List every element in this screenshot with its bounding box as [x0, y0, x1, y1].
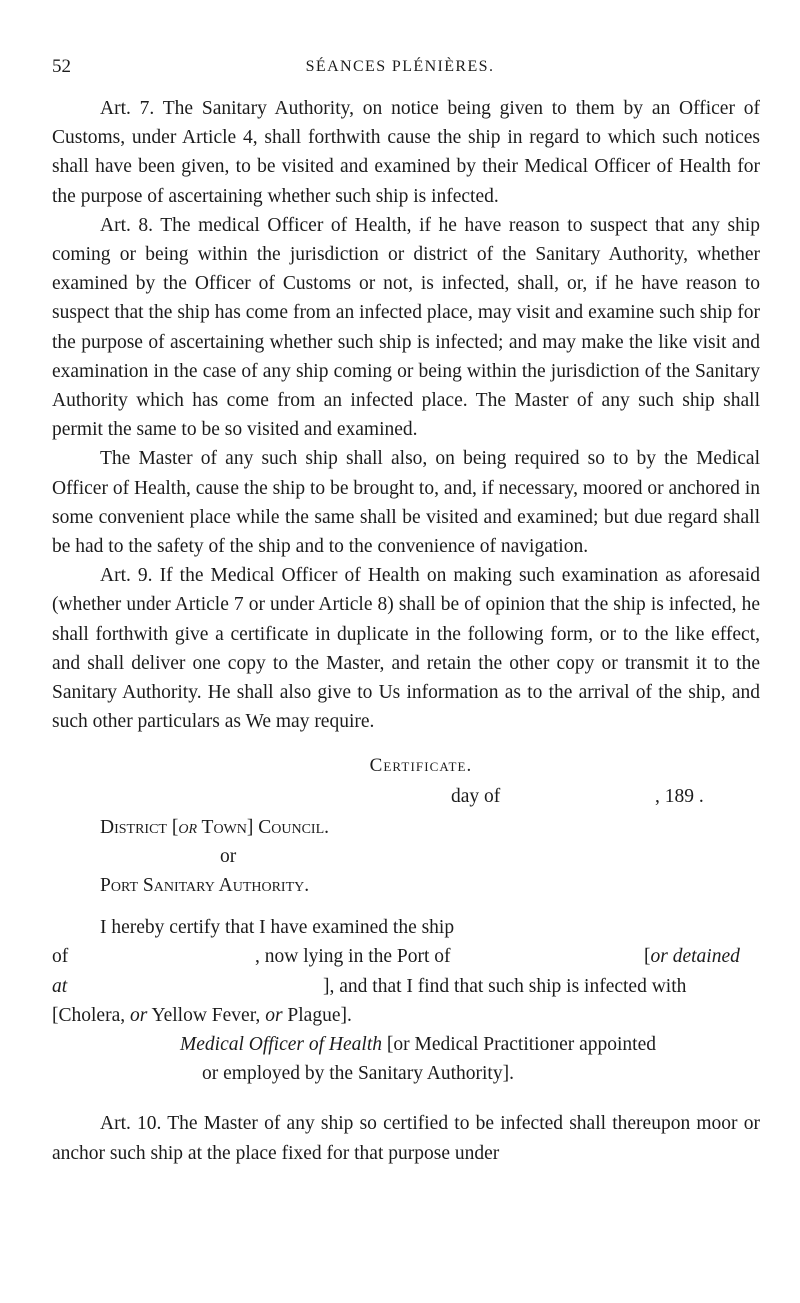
article-7: Art. 7. The Sanitary Authority, on notice being given to them by an Officer of Customs, under Article 4, shall forthwith cause the ship in regard to which such notices shall have been given, to be visited and examined by their Medical Officer of Health for the purpose of ascertaining whether such ship is infected. — [52, 98, 760, 207]
article-8: Art. 8. The medical Officer of Health, if he have reason to suspect that any ship coming or being within the jurisdiction or district of the Sanitary Authority, whether examined by the Officer of Customs or not, is infected, shall, or, if he have reason to suspect that the ship has come from an infected place, may visit and examine such ship for the purpose of ascertaining whether such ship is infected; and may make the like visit and examination in the case of any ship coming or being within the jurisdiction of the Sanitary Authority which has come from an infected place. The Master of any such ship shall permit the same to be so visited and examined. — [52, 214, 760, 441]
body-text — [52, 94, 760, 1168]
statement-line-2: of , now lying in the Port of [or detained — [52, 946, 740, 968]
certificate-statement — [52, 913, 760, 1088]
statement-line-3: at ], and that I find that such ship is infected with — [52, 975, 687, 997]
date-day-of: day of — [451, 785, 501, 807]
signature-line-2: or employed by the Sanitary Authority]. — [202, 1063, 514, 1085]
certificate-date-line — [52, 782, 760, 813]
article-8-continued: The Master of any such ship shall also, on being required so to by the Medical Officer of Health, cause the ship to be brought to, and, if necessary, moored or anchored in some convenient place while the same shall be visited and examined; but due regard shall be had to the safety of the ship and to the convenience of navigation. — [52, 448, 760, 558]
running-head: SÉANCES PLÉNIÈRES. — [305, 58, 495, 75]
district-line: District [or Town] Council. — [100, 816, 330, 838]
signature-line: Medical Officer of Health [or Medical Practitioner appointed — [180, 1034, 656, 1056]
date-year: , 189 . — [655, 785, 704, 807]
port-authority-line: Port Sanitary Authority. — [100, 875, 310, 897]
article-10: Art. 10. The Master of any ship so certified to be infected shall thereupon moor or anchor such ship at the place fixed for that purpose under — [52, 1113, 760, 1164]
or-line: or — [220, 845, 237, 867]
statement-line-1: I hereby certify that I have examined the ship — [100, 917, 455, 939]
article-9: Art. 9. If the Medical Officer of Health on making such examination as aforesaid (whether under Article 7 or under Article 8) shall be of opinion that the ship is infected, he shall forthwith give a certificate in duplicate in the following form, or to the like effect, and shall deliver one copy to the Master, and retain the other copy or transmit it to the Sanitary Authority. He shall also give to Us information as to the arrival of the ship, and such other particulars as We may require. — [52, 565, 760, 733]
certificate — [52, 751, 760, 1088]
statement-line-4: [Cholera, or Yellow Fever, or Plague]. — [52, 1004, 352, 1026]
certificate-title: Certificate. — [369, 755, 473, 777]
page-number: 52 — [52, 56, 71, 77]
page-header — [0, 54, 800, 84]
